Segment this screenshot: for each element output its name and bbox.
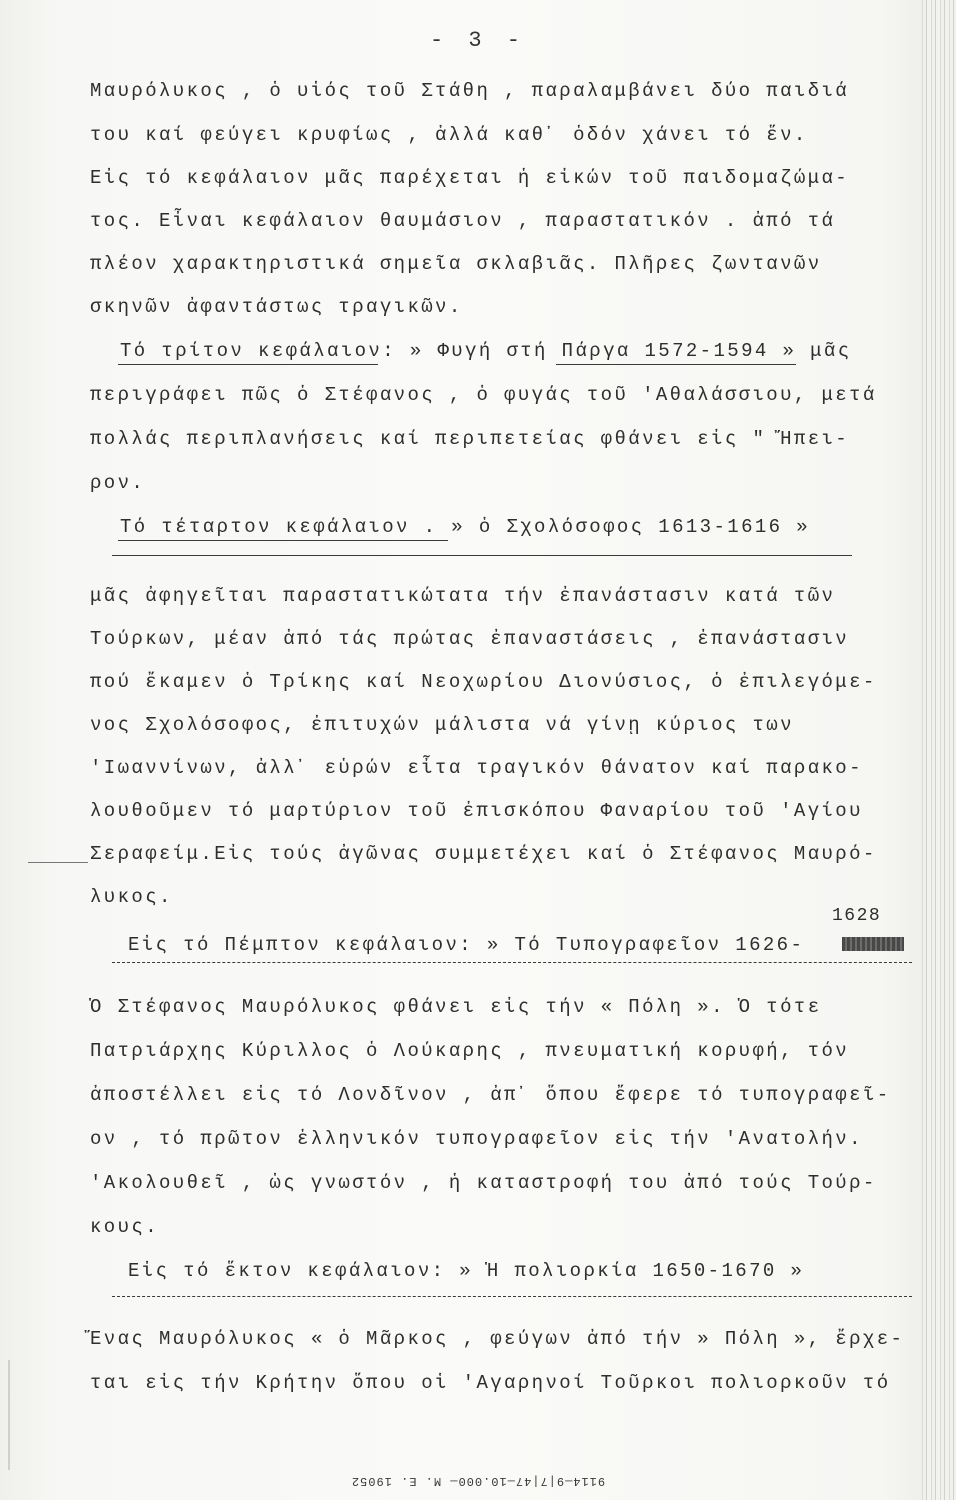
text-line: Ὁ Στέφανος Μαυρόλυκος φθάνει εἰς τήν « Πόλη ». Ὁ τότε — [90, 996, 822, 1018]
text-line: πλέον χαρακτηριστικά σημεῖα σκλαβιᾶς. Πλῆρες ζωντανῶν — [90, 253, 822, 275]
text-line: 'Ακολουθεῖ , ὡς γνωστόν , ἡ καταστροφή του ἀπό τούς Τούρ- — [90, 1172, 877, 1194]
text-line: 'Ιωαννίνων, ἀλλ᾽ εὑρών εἶτα τραγικόν θάνατον καί παρακο- — [90, 757, 863, 779]
chapter-heading-3: Τό τρίτον κεφάλαιον: » Φυγή στή Πάργα 1572-1594 » μᾶς — [120, 340, 852, 362]
section-rule-dashed — [112, 962, 912, 963]
text-line: κους. — [90, 1216, 160, 1238]
text-line: λυκος. — [90, 886, 173, 908]
section-rule-dashed — [112, 1296, 912, 1297]
heading-underline — [556, 364, 796, 365]
text-line: του καί φεύγει κρυφίως , ἀλλά καθ᾽ ὁδόν χάνει τό ἕν. — [90, 124, 808, 146]
chapter-heading-4: Τό τέταρτον κεφάλαιον . » ὁ Σχολόσοφος 1613-1616 » — [120, 516, 811, 538]
text-line: ται εἰς τήν Κρήτην ὅπου οἱ 'Αγαρηνοί Τοῦρκοι πολιορκοῦν τό — [90, 1372, 891, 1394]
text-line: ἀποστέλλει εἰς τό Λονδῖνον , ἀπ᾽ ὅπου ἔφερε τό τυπογραφεῖ- — [90, 1084, 891, 1106]
section-rule — [112, 555, 852, 556]
printer-imprint: 9114—9|7|47—10.000— M. E. 19052 — [350, 1474, 606, 1488]
text-line: Σεραφείμ.Εἰς τούς ἀγῶνας συμμετέχει καί ὁ Στέφανος Μαυρό- — [90, 843, 877, 865]
handwritten-date-correction: 1628 — [832, 906, 882, 926]
text-line: πού ἔκαμεν ὁ Τρίκης καί Νεοχωρίου Διονύσιος, ὁ ἐπιλεγόμε- — [90, 671, 877, 693]
heading-underline — [118, 364, 378, 365]
text-line: Πατριάρχης Κύριλλος ὁ Λούκαρης , πνευματική κορυφή, τόν — [90, 1040, 850, 1062]
margin-dash — [28, 862, 88, 863]
text-line: πολλάς περιπλανήσεις καί περιπετείας φθάνει εἰς " Ἤπει- — [90, 428, 850, 450]
page-binding-edge — [922, 0, 956, 1500]
struck-out-text — [842, 937, 904, 951]
text-line: Εἰς τό κεφάλαιον μᾶς παρέχεται ἡ εἰκών τοῦ παιδομαζώμα- — [90, 167, 850, 189]
text-line: τος. Εἶναι κεφάλαιον θαυμάσιον , παραστατικόν . ἀπό τά — [90, 210, 836, 232]
margin-mark — [8, 1360, 24, 1470]
chapter-heading-6: Εἰς τό ἕκτον κεφάλαιον: » Ἡ πολιορκία 1650-1670 » — [128, 1260, 805, 1282]
text-line: Ἕνας Μαυρόλυκος « ὁ Μᾶρκος , φεύγων ἀπό τήν » Πόλη », ἔρχε- — [90, 1328, 905, 1350]
text-line: ρον. — [90, 472, 146, 494]
text-line: ον , τό πρῶτον ἑλληνικόν τυπογραφεῖον εἰς τήν 'Ανατολήν. — [90, 1128, 863, 1150]
text-line: σκηνῶν ἀφαντάστως τραγικῶν. — [90, 296, 463, 318]
heading-underline — [118, 540, 448, 541]
text-line: νος Σχολόσοφος, ἐπιτυχών μάλιστα νά γίνῃ κύριος των — [90, 714, 794, 736]
text-line: μᾶς ἀφηγεῖται παραστατικώτατα τήν ἐπανάστασιν κατά τῶν — [90, 585, 836, 607]
text-line: Μαυρόλυκος , ὁ υἱός τοῦ Στάθη , παραλαμβάνει δύο παιδιά — [90, 80, 850, 102]
text-line: περιγράφει πῶς ὁ Στέφανος , ὁ φυγάς τοῦ 'Αθαλάσσιου, μετά — [90, 384, 877, 406]
page-number: - 3 - — [429, 28, 526, 53]
text-line: λουθοῦμεν τό μαρτύριον τοῦ ἐπισκόπου Φαναρίου τοῦ 'Αγίου — [90, 800, 863, 822]
text-line: Τούρκων, μέαν ἀπό τάς πρώτας ἐπαναστάσεις , ἐπανάστασιν — [90, 628, 850, 650]
chapter-heading-5: Εἰς τό Πέμπτον κεφάλαιον: » Τό Τυπογραφεῖον 1626- — [128, 934, 805, 956]
